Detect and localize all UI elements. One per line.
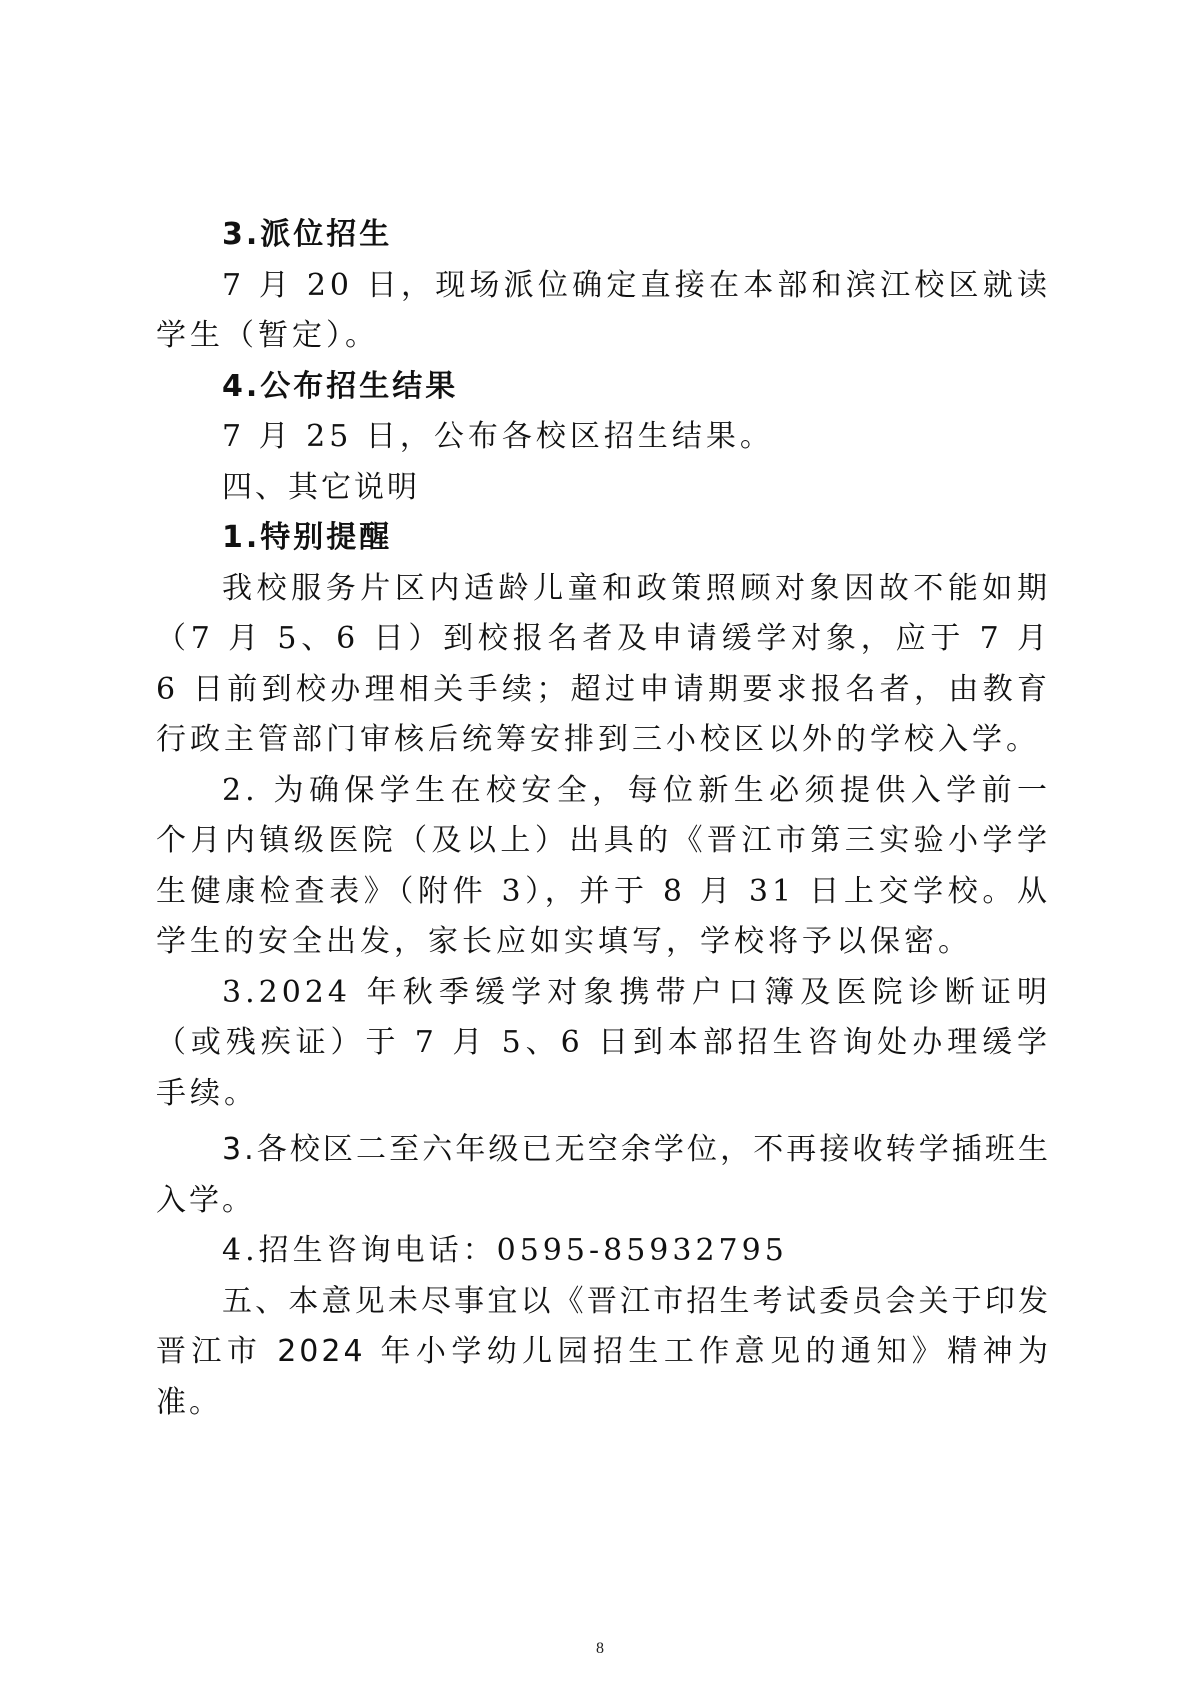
paragraph-results-date: 7 月 25 日，公布各校区招生结果。	[222, 419, 774, 454]
subheading-special-reminder: 1.特别提醒	[222, 520, 393, 555]
paragraph-deferral: 3.2024 年秋季缓学对象携带户口簿及医院诊断证明（或残疾证）于 7 月 5、6 日到本部招生咨询处办理缓学手续。	[156, 974, 1051, 1111]
document-body	[156, 210, 1051, 1428]
page-number: 8	[596, 1640, 604, 1657]
paragraph-no-transfer: 3.各校区二至六年级已无空余学位，不再接收转学插班生入学。	[156, 1132, 1051, 1218]
subheading-lottery-enrollment: 3.派位招生	[222, 217, 393, 252]
paragraph-consult-phone: 4.招生咨询电话：0595-85932795	[222, 1233, 788, 1268]
paragraph-health-check: 2. 为确保学生在校安全，每位新生必须提供入学前一个月内镇级医院（及以上）出具的《晋江市第三实验小学学生健康检查表》（附件 3），并于 8 月 31 日上交学校。从学生的安全出发，家长应如实填写，学校将予以保密。	[156, 772, 1051, 959]
section-heading-other-notes: 四、其它说明	[222, 469, 420, 505]
section-heading-final-note: 五、本意见未尽事宜以《晋江市招生考试委员会关于印发晋江市 2024 年小学幼儿园招生工作意见的通知》精神为准。	[156, 1283, 1051, 1420]
paragraph-lottery-date: 7 月 20 日，现场派位确定直接在本部和滨江校区就读学生（暂定）。	[156, 267, 1051, 353]
paragraph-special-reminder: 我校服务片区内适龄儿童和政策照顾对象因故不能如期（7 月 5、6 日）到校报名者及申请缓学对象，应于 7 月 6 日前到校办理相关手续；超过申请期要求报名者，由教育行政主管部门审核后统筹安排到三小校区以外的学校入学。	[156, 570, 1051, 757]
subheading-publish-results: 4.公布招生结果	[222, 368, 459, 404]
